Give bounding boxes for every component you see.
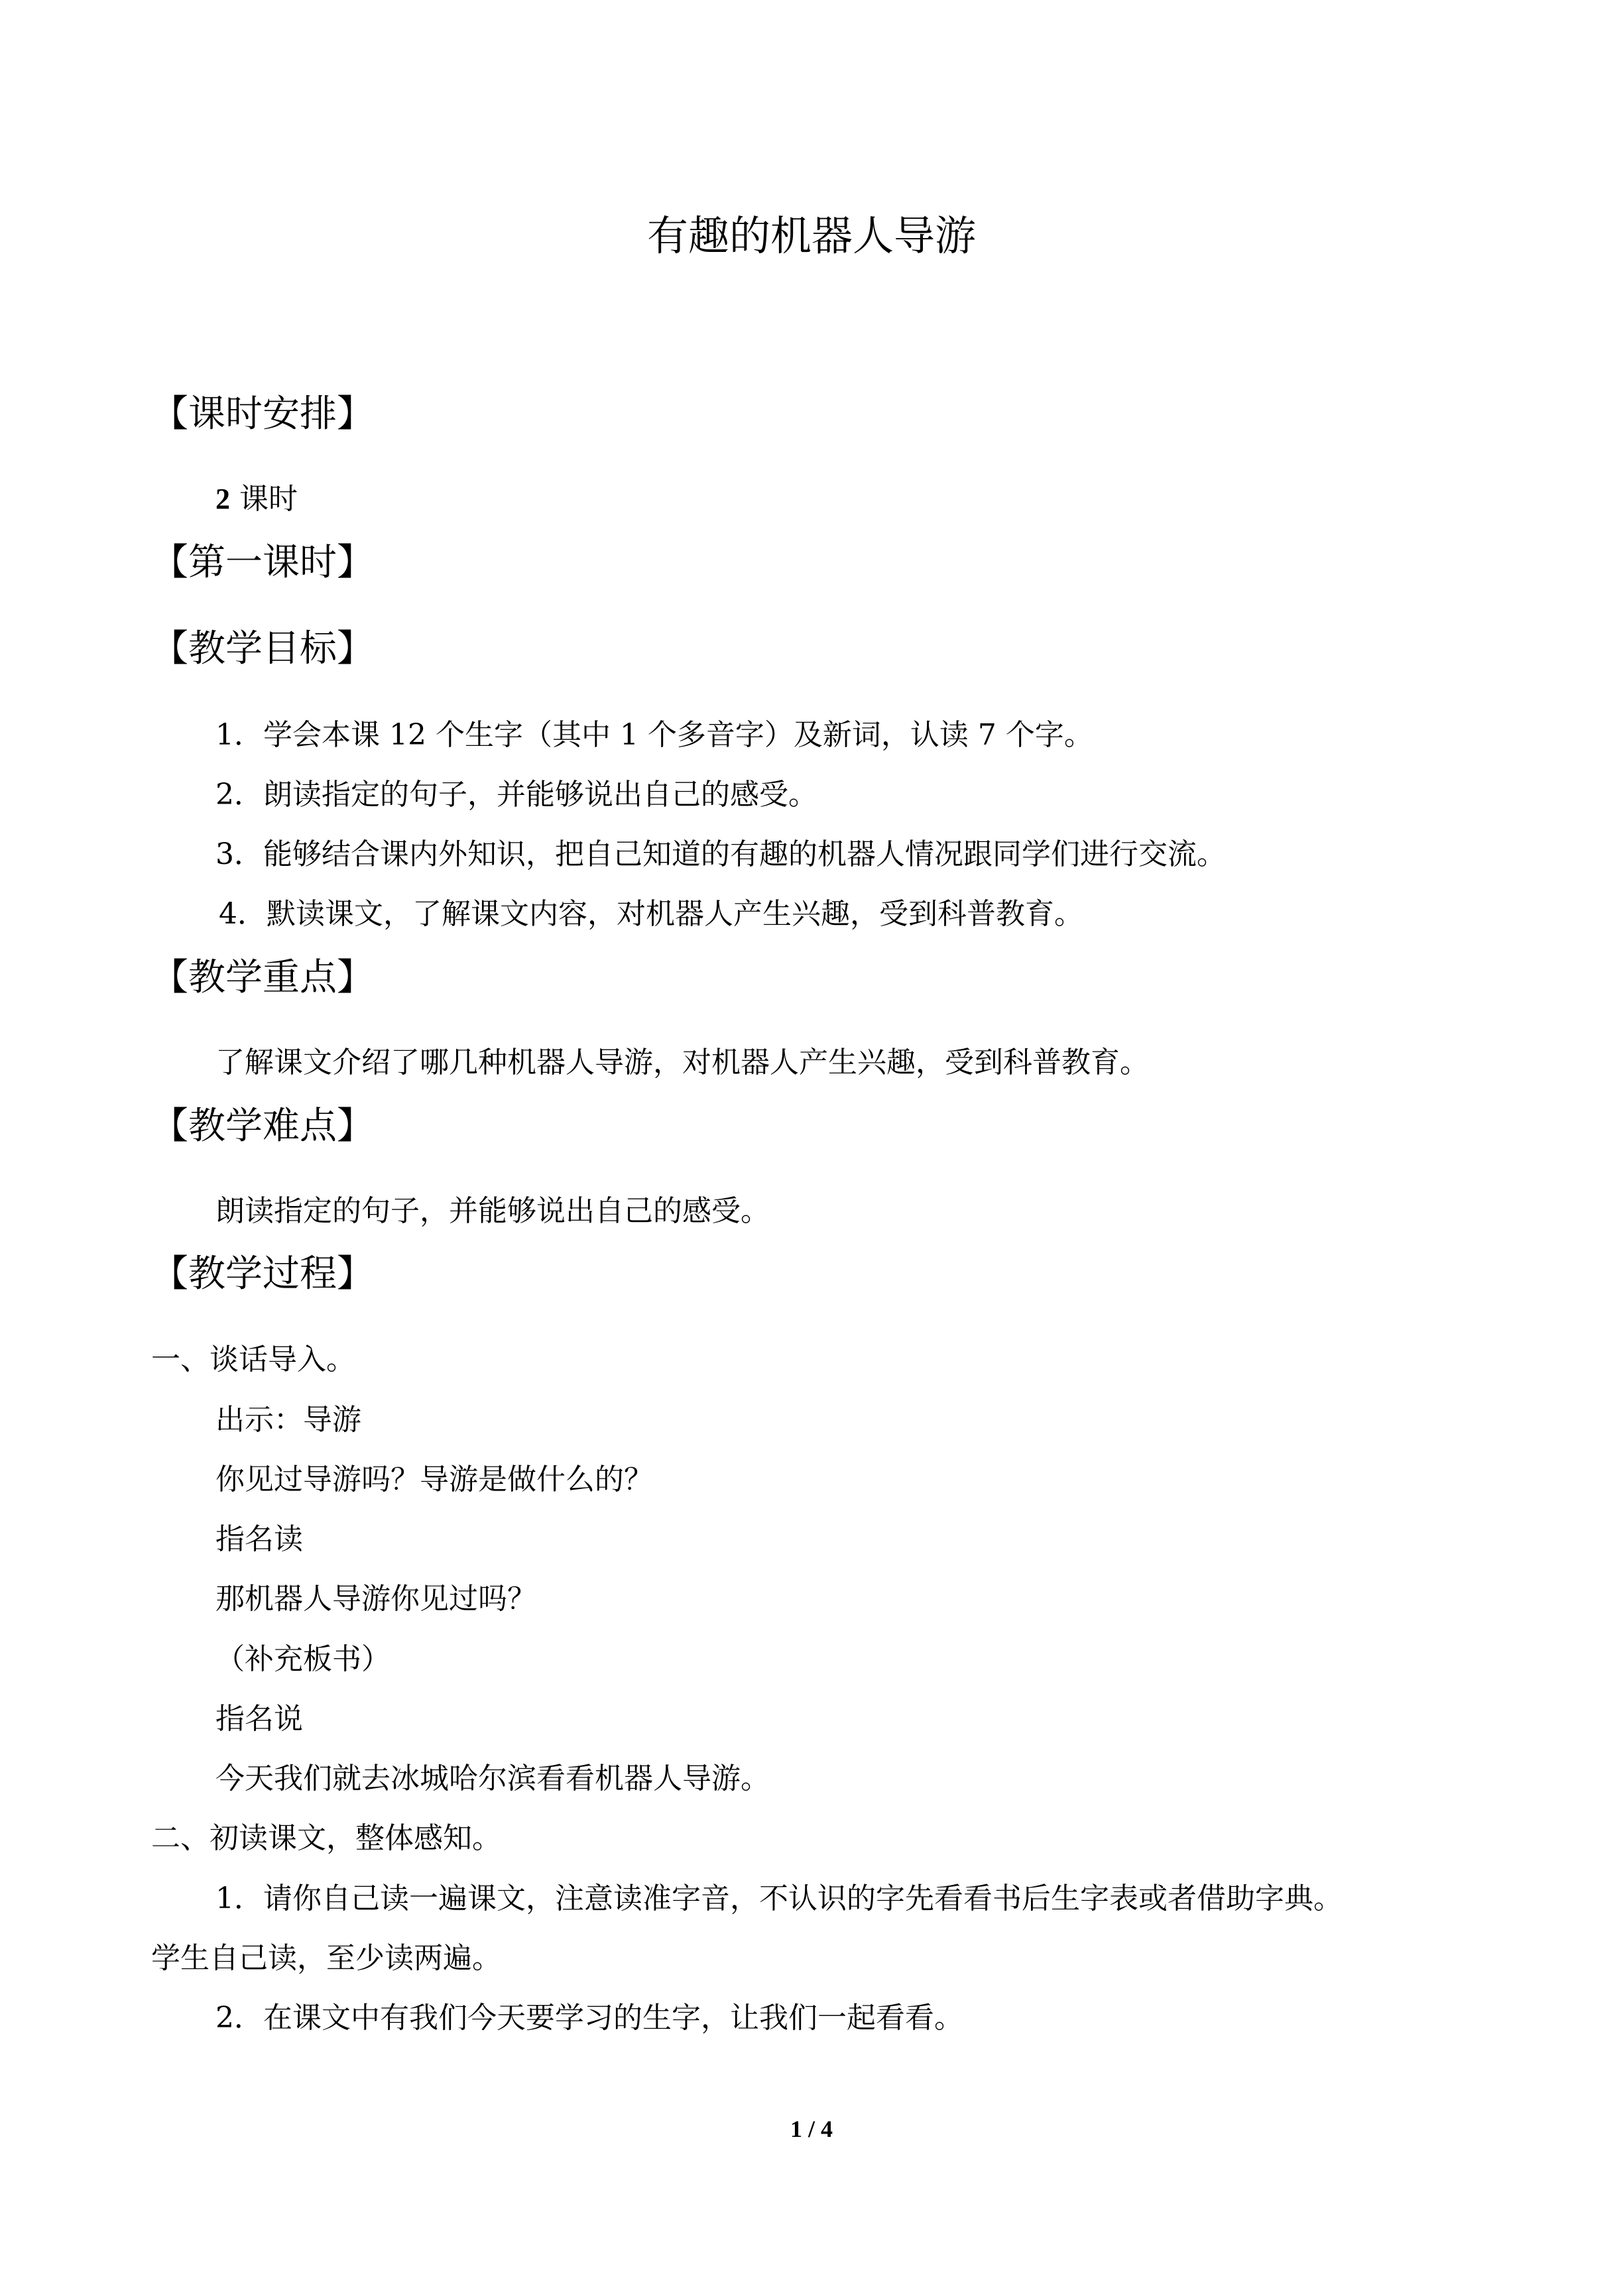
- heading-first-lesson: 【第一课时】: [151, 541, 374, 584]
- page-title: 有趣的机器人导游: [646, 211, 976, 260]
- process-step-2-item-2: 2．在课文中有我们今天要学习的生字，让我们一起看看。: [215, 2001, 963, 2035]
- process-line: 今天我们就去冰城哈尔滨看看机器人导游。: [215, 1762, 770, 1795]
- process-step-2-item-1: 1．请你自己读一遍课文，注意读准字音，不认识的字先看看书后生字表或者借助字典。: [215, 1882, 1343, 1915]
- heading-goals: 【教学目标】: [151, 627, 374, 670]
- goal-item-3: 3．能够结合课内外知识，把自己知道的有趣的机器人情况跟同学们进行交流。: [215, 837, 1226, 871]
- heading-key-points: 【教学重点】: [151, 956, 374, 999]
- goal-item-4: 4．默读课文，了解课文内容，对机器人产生兴趣，受到科普教育。: [219, 897, 1083, 931]
- process-line: 出示：导游: [215, 1403, 361, 1437]
- key-points-text: 了解课文介绍了哪几种机器人导游，对机器人产生兴趣，受到科普教育。: [215, 1046, 1149, 1079]
- process-line: 那机器人导游你见过吗？: [215, 1582, 536, 1616]
- process-line: （补充板书）: [215, 1642, 391, 1676]
- process-line: 指名说: [215, 1702, 303, 1736]
- schedule-line: [215, 482, 298, 516]
- heading-schedule: 【课时安排】: [151, 393, 374, 436]
- page-number: 1 / 4: [790, 2116, 833, 2142]
- process-step-1-title: 一、谈话导入。: [151, 1343, 355, 1376]
- schedule-number: 2: [215, 483, 230, 515]
- process-step-2-item-1-cont: 学生自己读，至少读两遍。: [151, 1941, 501, 1975]
- difficulties-text: 朗读指定的句子，并能够说出自己的感受。: [215, 1194, 770, 1228]
- heading-process: 【教学过程】: [151, 1252, 374, 1296]
- goal-item-2: 2．朗读指定的句子，并能够说出自己的感受。: [215, 778, 817, 812]
- heading-difficulties: 【教学难点】: [151, 1105, 374, 1148]
- goal-item-1: 1．学会本课 12 个生字（其中 1 个多音字）及新词，认读 7 个字。: [215, 718, 1093, 752]
- schedule-unit: 课时: [239, 482, 298, 516]
- process-line: 指名读: [215, 1522, 303, 1556]
- process-line: 你见过导游吗？导游是做什么的？: [215, 1463, 653, 1496]
- process-step-2-title: 二、初读课文，整体感知。: [151, 1821, 501, 1855]
